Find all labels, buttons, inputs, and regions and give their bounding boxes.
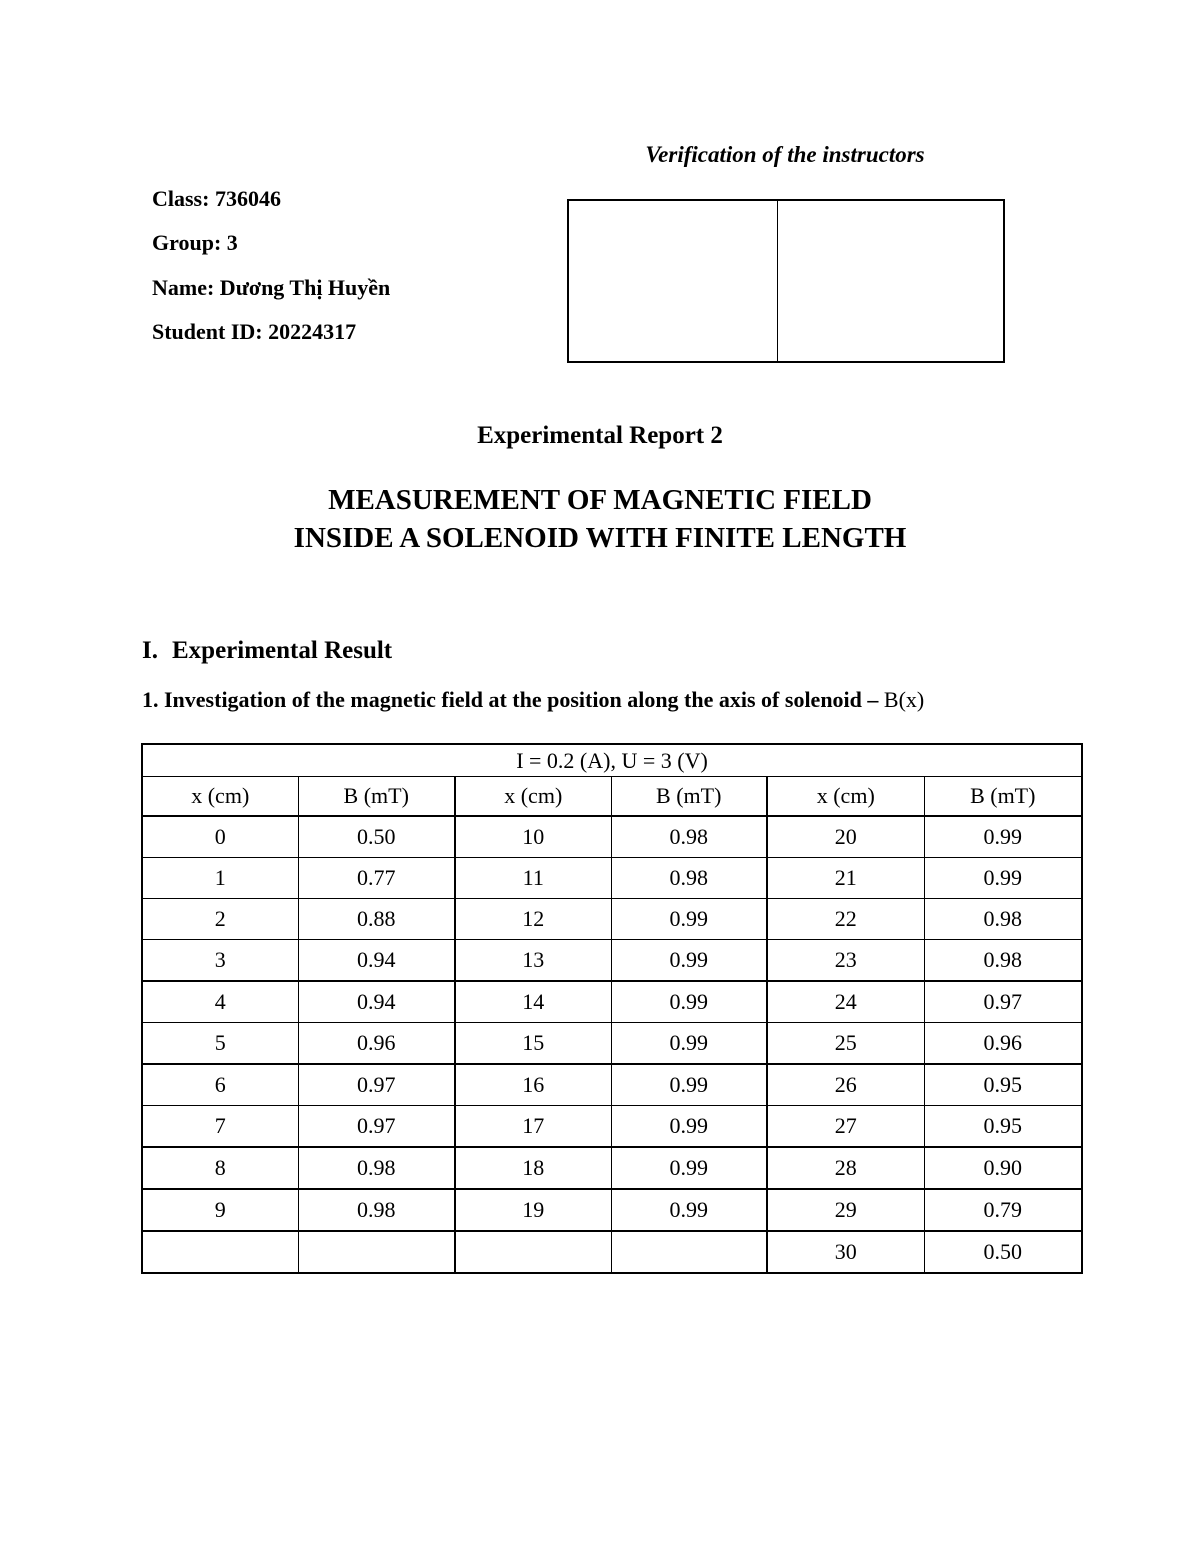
b-cell: 0.77 <box>298 858 455 899</box>
b-cell: 0.99 <box>611 940 767 982</box>
b-cell: 0.98 <box>298 1189 455 1231</box>
x-cell: 12 <box>455 899 611 940</box>
x-cell: 4 <box>142 981 298 1023</box>
verification-title: Verification of the instructors <box>645 142 925 167</box>
b-cell: 0.99 <box>611 1189 767 1231</box>
b-cell: 0.94 <box>298 981 455 1023</box>
x-cell: 29 <box>767 1189 924 1231</box>
b-cell: 0.99 <box>611 1064 767 1106</box>
x-cell: 17 <box>455 1106 611 1148</box>
verification-box <box>567 199 1005 363</box>
x-cell: 14 <box>455 981 611 1023</box>
x-cell: 8 <box>142 1147 298 1189</box>
x-cell: 22 <box>767 899 924 940</box>
main-title-line1: MEASUREMENT OF MAGNETIC FIELD <box>328 484 872 516</box>
x-cell: 26 <box>767 1064 924 1106</box>
x-cell <box>455 1231 611 1273</box>
subsection-heading <box>142 687 924 713</box>
x-cell: 9 <box>142 1189 298 1231</box>
table-row <box>142 1023 1082 1065</box>
x-cell: 21 <box>767 858 924 899</box>
table-row <box>142 981 1082 1023</box>
header-cell-b: B (mT) <box>924 777 1082 817</box>
table-row <box>142 1106 1082 1148</box>
b-cell: 0.50 <box>924 1231 1082 1273</box>
condition-row <box>142 744 1082 777</box>
table-row <box>142 1189 1082 1231</box>
b-cell: 0.98 <box>611 816 767 858</box>
x-cell: 19 <box>455 1189 611 1231</box>
x-cell: 15 <box>455 1023 611 1065</box>
subsection-title: 1. Investigation of the magnetic field at the position along the axis of solenoid – <box>142 687 879 712</box>
x-cell: 0 <box>142 816 298 858</box>
name-line: Name: Dương Thị Huyền <box>152 275 391 300</box>
b-cell: 0.96 <box>298 1023 455 1065</box>
table-row <box>142 858 1082 899</box>
x-cell: 20 <box>767 816 924 858</box>
header-cell-b: B (mT) <box>611 777 767 817</box>
group-line: Group: 3 <box>152 230 238 255</box>
table-row <box>142 940 1082 982</box>
student-id-line: Student ID: 20224317 <box>152 319 357 344</box>
x-cell: 10 <box>455 816 611 858</box>
b-cell: 0.99 <box>611 981 767 1023</box>
b-cell: 0.99 <box>611 1023 767 1065</box>
x-cell: 7 <box>142 1106 298 1148</box>
b-cell: 0.97 <box>298 1064 455 1106</box>
section-heading <box>142 637 392 665</box>
table-row <box>142 816 1082 858</box>
b-cell <box>298 1231 455 1273</box>
b-cell: 0.97 <box>298 1106 455 1148</box>
header-cell-x: x (cm) <box>142 777 298 817</box>
b-cell: 0.50 <box>298 816 455 858</box>
b-cell: 0.90 <box>924 1147 1082 1189</box>
b-cell: 0.99 <box>924 858 1082 899</box>
b-cell: 0.97 <box>924 981 1082 1023</box>
b-cell: 0.94 <box>298 940 455 982</box>
measurement-table <box>141 743 1083 1274</box>
b-cell: 0.99 <box>611 1106 767 1148</box>
b-cell: 0.95 <box>924 1064 1082 1106</box>
section-title: Experimental Result <box>172 637 393 664</box>
x-cell: 28 <box>767 1147 924 1189</box>
x-cell: 6 <box>142 1064 298 1106</box>
x-cell: 5 <box>142 1023 298 1065</box>
class-line: Class: 736046 <box>152 186 281 211</box>
header-cell-x: x (cm) <box>455 777 611 817</box>
b-cell: 0.99 <box>924 816 1082 858</box>
x-cell: 24 <box>767 981 924 1023</box>
b-cell: 0.95 <box>924 1106 1082 1148</box>
verification-cell-right <box>778 201 1003 361</box>
b-cell: 0.98 <box>924 940 1082 982</box>
b-cell: 0.88 <box>298 899 455 940</box>
b-cell: 0.98 <box>611 858 767 899</box>
table-row <box>142 1147 1082 1189</box>
header-row <box>142 777 1082 817</box>
report-title: Experimental Report 2 <box>477 422 723 449</box>
x-cell: 13 <box>455 940 611 982</box>
x-cell: 25 <box>767 1023 924 1065</box>
x-cell: 16 <box>455 1064 611 1106</box>
table-row <box>142 1064 1082 1106</box>
subsection-formula: B(x) <box>878 687 925 712</box>
x-cell: 27 <box>767 1106 924 1148</box>
x-cell: 18 <box>455 1147 611 1189</box>
verification-cell-left <box>569 201 778 361</box>
b-cell: 0.98 <box>924 899 1082 940</box>
b-cell: 0.99 <box>611 899 767 940</box>
b-cell <box>611 1231 767 1273</box>
header-cell-x: x (cm) <box>767 777 924 817</box>
x-cell: 23 <box>767 940 924 982</box>
b-cell: 0.99 <box>611 1147 767 1189</box>
b-cell: 0.98 <box>298 1147 455 1189</box>
section-number: I. <box>142 637 158 664</box>
table-row <box>142 899 1082 940</box>
main-title-line2: INSIDE A SOLENOID WITH FINITE LENGTH <box>293 522 907 554</box>
x-cell: 11 <box>455 858 611 899</box>
b-cell: 0.79 <box>924 1189 1082 1231</box>
x-cell: 2 <box>142 899 298 940</box>
x-cell: 30 <box>767 1231 924 1273</box>
header-cell-b: B (mT) <box>298 777 455 817</box>
condition-cell: I = 0.2 (A), U = 3 (V) <box>142 744 1082 777</box>
b-cell: 0.96 <box>924 1023 1082 1065</box>
x-cell: 1 <box>142 858 298 899</box>
x-cell: 3 <box>142 940 298 982</box>
table-row <box>142 1231 1082 1273</box>
x-cell <box>142 1231 298 1273</box>
